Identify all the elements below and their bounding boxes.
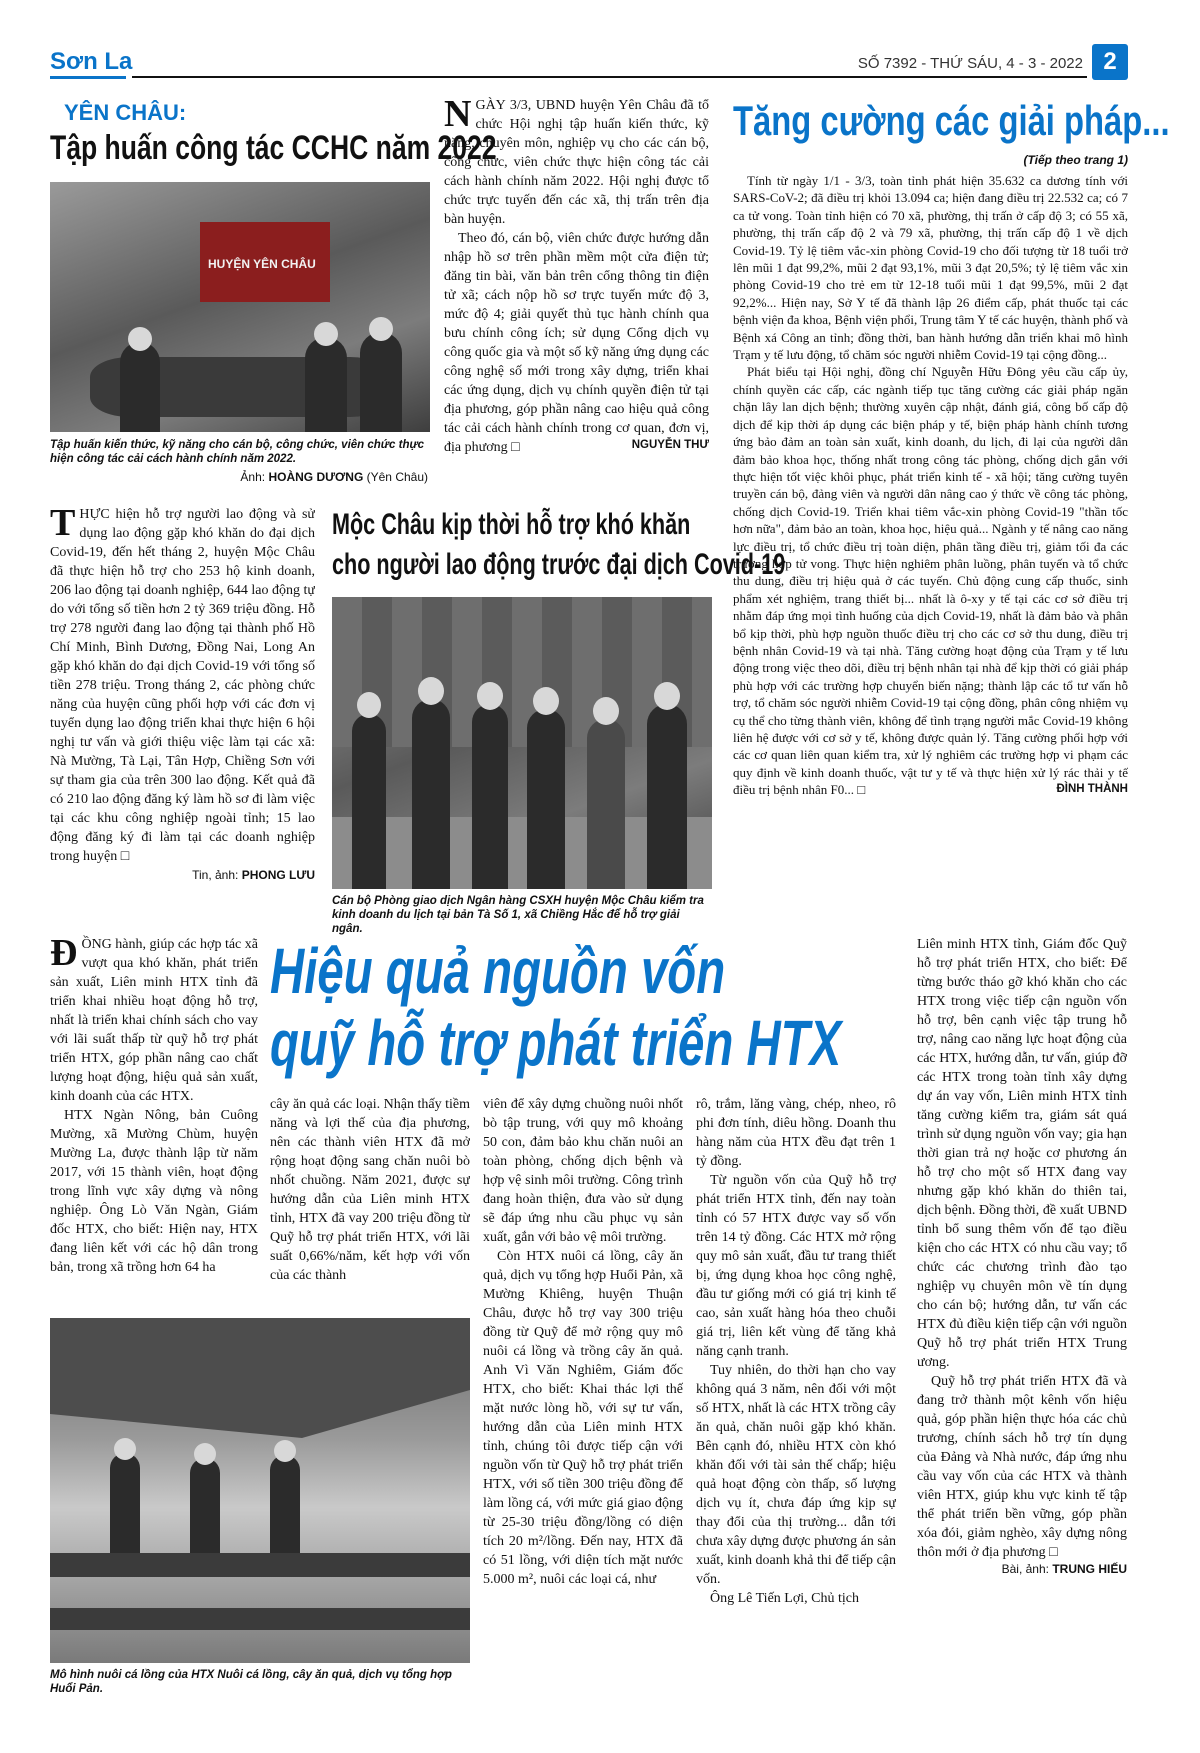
fisherman-head <box>194 1443 216 1465</box>
article-author: NGUYỄN THƯ <box>631 439 709 451</box>
drop-cap: N <box>444 96 472 135</box>
section-name: Sơn La <box>50 48 133 75</box>
person-head <box>593 697 619 725</box>
fisherman <box>110 1453 140 1553</box>
article-cchc-body <box>444 96 709 486</box>
person-standing <box>587 719 625 889</box>
attendee-head <box>369 317 393 341</box>
photo-caption: Cán bộ Phòng giao dịch Ngân hàng CSXH huyện Mộc Châu kiểm tra kinh doanh du lịch tại bản Tà Số 1, xã Chiềng Hắc để hỗ trợ giải ngân. <box>332 895 704 935</box>
fish-cage-deck <box>50 1553 470 1577</box>
attendee-head <box>314 322 338 346</box>
paragraph: ĐỒNG hành, giúp các hợp tác xã vượt qua khó khăn, phát triển sản xuất, Liên minh HTX tỉnh đã triển khai nhiều hoạt động hỗ trợ, nhất là triển khai chính sách cho vay với lãi suất thấp từ quỹ hỗ trợ phát triển HTX, góp phần nâng cao chất lượng hoạt động, hiệu quả sản xuất, kinh doanh của các HTX. <box>50 935 258 1104</box>
fisherman <box>190 1458 220 1553</box>
person-head <box>418 677 444 705</box>
continued-note: (Tiếp theo trang 1) <box>1023 153 1128 167</box>
htx-column-2 <box>270 1095 470 1310</box>
drop-cap: Đ <box>50 935 78 974</box>
article-covid-body <box>733 172 1128 927</box>
attendee <box>305 337 347 432</box>
attendee <box>360 332 402 432</box>
article-credit: Tin, ảnh: PHONG LƯU <box>192 868 315 882</box>
article-mocchau-title: Mộc Châu kịp thời hỗ trợ khó khăn cho người lao động trước đại dịch Covid-19 <box>332 508 786 581</box>
fisherman-head <box>274 1440 296 1462</box>
attendee-head <box>128 327 152 351</box>
person-head <box>654 682 680 710</box>
article-htx-photo <box>50 1318 470 1663</box>
article-kicker: YÊN CHÂU: <box>64 100 187 125</box>
article-author: ĐÌNH THÀNH <box>1056 783 1128 796</box>
paragraph: Theo đó, cán bộ, viên chức được hướng dẫn nhập hồ sơ trên phần mềm một cửa điện tử; đăng tin bài, văn bản trên cổng thông tin điện tử xã; cách nộp hồ sơ trực tuyến mức độ 3, mức độ 4; giải quyết thủ tục hành chính qua bưu chính công ích; sử dụng Cổng dịch vụ công quốc gia và một số kỹ năng ứng dụng các công nghệ số mới trong xây dựng, triển khai các ứng dụng, dịch vụ chính quyền điện tử tại địa phương, góp phần nâng cao hiệu quả công tác cải cách hành chính trong cơ quan, đơn vị, địa phương □ <box>444 231 709 455</box>
photo-caption: Tập huấn kiến thức, kỹ năng cho cán bộ, công chức, viên chức thực hiện công tác cải cách hành chính năm 2022. <box>50 439 425 465</box>
hillside <box>50 1318 470 1438</box>
article-title: Tập huấn công tác CCHC năm 2022 <box>50 129 497 167</box>
person-standing <box>472 704 508 889</box>
htx-column-4 <box>696 1095 896 1695</box>
htx-column-3 <box>483 1095 683 1695</box>
photo-banner-text: HUYỆN YÊN CHÂU <box>208 257 316 271</box>
person-head <box>477 682 503 710</box>
paragraph: viên để xây dựng chuồng nuôi nhốt bò tập trung, với quy mô khoảng 50 con, đảm bảo khu chăn nuôi an toàn phòng, chống dịch bệnh và hợp vệ sinh môi trường. Công trình đang hoàn thiện, đưa vào sử dụng sẽ đáp ứng nhu cầu phục vụ sản xuất, gắn với bảo vệ môi trường. <box>483 1097 683 1245</box>
paragraph: Phát biểu tại Hội nghị, đồng chí Nguyễn Hữu Đông yêu cầu cấp ủy, chính quyền các cấp, các ngành tiếp tục tăng cường các giải pháp ngăn chặn lây lan dịch bệnh; thường xuyên cập nhật, đánh giá, công bố cấp độ dịch để kịp thời áp dụng các biện pháp y tế, biện pháp hành chính tương ứng bảo đảm an toàn sản xuất, kinh doanh, du lịch, đi lại của người dân đảm bảo khoa học, thống nhất trong công tác phòng, chống dịch gắn với thực hiện tốt việc khôi phục, phát triển kinh tế - xã hội; tăng cường tuyên truyền cán bộ, đảng viên và người dân nâng cao ý thức về công tác phòng, chống dịch Covid-19. Triển khai tiêm vắc-xin phòng Covid-19 "thần tốc hơn nữa", đảm bảo an toàn, khoa học, hiệu quả... Ngành y tế nâng cao năng lực điều trị, tổ chức điều trị toàn diện, phân tầng điều trị, giảm tối đa các trường hợp tử vong. Thực hiện nghiêm phân luồng, phân tuyến và tổ chức thu dung, điều trị hiệu quả ở các tuyến. Chủ động cung cấp thuốc, sinh phẩm xét nghiệm, trang thiết bị... nhất là ô-xy y tế tại các cơ sở điều trị nhằm đáp ứng mọi tình huống của dịch Covid-19, nhất là đảm bảo và phân bổ kịp thời, phù hợp nguồn thuốc điều trị cho các cơ sở thu dung, điều trị bệnh nhân Covid-19 và tại nhà. Tăng cường hoạt động của Trạm y tế lưu động trong việc theo dõi, điều trị bệnh nhân tại nhà để kịp thời có giải pháp phù hợp với các trường hợp chuyển biến nặng; thành lập các tổ tư vấn hỗ trợ, tổ chăm sóc người nhiễm Covid-19 tại cộng đồng, phân công nhiệm vụ cụ thể cho từng thành viên, không để tình trạng người mắc Covid-19 không liên hệ được với cơ sở y tế, không được quản lý. Tăng cường phối hợp với các cơ quan liên quan kiểm tra, xử lý nghiêm các trường hợp vi phạm các quy định về kinh doanh thuốc, vật tư y tế và thực hiện xử lý rác thải y tế điều trị bệnh nhân F0... □ ĐÌNH THÀNH <box>733 364 1128 798</box>
paragraph: rô, trắm, lăng vàng, chép, nheo, rô phi đơn tính, diêu hồng. Doanh thu hàng năm của HTX đều đạt trên 1 tỷ đồng. <box>696 1097 896 1169</box>
paragraph: cây ăn quả các loại. Nhận thấy tiềm năng và lợi thế của địa phương, nên các thành viên HTX đã mở rộng hoạt động sang chăn nuôi bò nhốt chuồng. Năm 2021, được sự hướng dẫn của Liên minh HTX tỉnh, HTX đã vay 200 triệu đồng từ Quỹ hỗ trợ phát triển HTX, với lãi suất 0,66%/năm, kết hợp với vốn của các thành <box>270 1097 470 1283</box>
person-standing <box>527 709 565 889</box>
article-cchc <box>50 96 497 486</box>
paragraph: Quỹ hỗ trợ phát triển HTX đã và đang trở thành một kênh vốn hiệu quả, góp phần hiện thực hóa các chủ trương, chính sách hỗ trợ tín dụng của Đảng và Nhà nước, đáp ứng nhu cầu vay vốn của các HTX và thành viên HTX, giúp khu vực kinh tế tập thể phát triển bền vững, góp phần xóa đói, giảm nghèo, xây dựng nông thôn mới ở địa phương □ <box>917 1374 1127 1560</box>
fish-cage-deck <box>50 1608 470 1630</box>
article-photo <box>50 182 430 432</box>
paragraph: Tuy nhiên, do thời hạn cho vay không quá 3 năm, nên đối với một số HTX, nhất là các HTX trồng cây ăn quả, chăn nuôi gặp khó khăn. Bên cạnh đó, nhiều HTX còn khó khăn đối với tài sản thế chấp; hiệu quả hoạt động còn thấp, số lượng dịch vụ ít, chưa đáp ứng kịp sự thay đổi của thị trường... dẫn tới chưa xây dựng được phương án sản xuất, kinh doanh khả thi để tiếp cận vốn. <box>696 1363 896 1587</box>
header-rule <box>50 76 126 79</box>
person-standing <box>647 704 687 889</box>
article-mocchau-photo <box>332 597 712 889</box>
attendee <box>120 342 160 432</box>
fisherman <box>270 1455 300 1553</box>
photo-credit: Ảnh: HOÀNG DƯƠNG (Yên Châu) <box>240 470 428 484</box>
paragraph: Còn HTX nuôi cá lồng, cây ăn quả, dịch vụ tổng hợp Huổi Pản, xã Mường Khiêng, huyện Thuận Châu, được hỗ trợ vay 300 triệu đồng từ Quỹ để mở rộng quy mô nuôi cá lồng và trồng cây ăn quả. Anh Vì Văn Nghiêm, Giám đốc HTX, cho biết: Khai thác lợi thế mặt nước lòng hồ, với sự tư vấn, hướng dẫn của Liên minh HTX tỉnh, chúng tôi được tiếp cận với nguồn vốn từ Quỹ hỗ trợ phát triển HTX, với số tiền 300 triệu đồng để làm lồng cá, với mức giá giao động từ 25-30 triệu đồng/lồng có diện tích 20 m²/lồng. Đến nay, HTX đã có 51 lồng, với diện tích mặt nước 5.000 m², nuôi các loại cá, như <box>483 1249 683 1587</box>
paragraph: Liên minh HTX tỉnh, Giám đốc Quỹ hỗ trợ phát triển HTX, cho biết: Để từng bước tháo gỡ khó khăn cho các HTX trong việc tiếp cận nguồn vốn hỗ trợ, bên cạnh việc tập trung hỗ trợ, nâng cao năng lực hoạt động của các HTX, hướng dẫn, tư vấn, giúp đỡ các HTX trong toàn tỉnh xây dựng dự án vay vốn, Liên minh HTX tỉnh tăng cường kiểm tra, giám sát quá trình sử dụng nguồn vốn vay; gia hạn thời gian trả nợ hoặc cơ phương án hỗ trợ cho một số HTX đang vay nhưng gặp khó khăn do thiên tai, dịch bệnh. Đồng thời, đề xuất UBND tỉnh bổ sung thêm vốn để tạo điều kiện cho các HTX có nhu cầu vay; tổ chức các chương trình đào tạo nghiệp vụ chuyên môn về tín dụng cho cán bộ; hướng dẫn, tư vấn các HTX đủ điều kiện tiếp cận với nguồn Quỹ hỗ trợ phát triển HTX Trung ương. <box>917 937 1127 1370</box>
htx-column-5 <box>917 935 1127 1710</box>
drop-cap: T <box>50 505 76 544</box>
paragraph: HTX Ngàn Nông, bản Cuông Mường, xã Mường Chùm, huyện Mường La, được thành lập từ năm 2017, với 15 thành viên, hoạt động trong lĩnh vực xây dựng và nông nghiệp. Ông Lò Văn Ngàn, Giám đốc HTX, cho biết: Hiện nay, HTX đang liên kết với các hộ dân trong bản, trong xã trồng hơn 64 ha <box>50 1108 258 1275</box>
person-head <box>357 692 381 718</box>
issue-info: SỐ 7392 - THỨ SÁU, 4 - 3 - 2022 <box>857 55 1083 72</box>
person-standing <box>352 714 386 889</box>
photo-caption: Mô hình nuôi cá lồng của HTX Nuôi cá lồng, cây ăn quả, dịch vụ tổng hợp Huổi Pản. <box>50 1669 452 1695</box>
article-credit: Bài, ảnh: TRUNG HIẾU <box>1001 1562 1127 1576</box>
paragraph: NGÀY 3/3, UBND huyện Yên Châu đã tổ chức Hội nghị tập huấn kiến thức, kỹ năng, chuyên môn, nghiệp vụ cho các cán bộ, công chức, viên chức thực hiện công tác cải cách hành chính năm 2022. Hội nghị được tổ chức trực tuyến đến các xã, thị trấn trên địa bàn huyện. <box>444 96 709 227</box>
article-mocchau-body <box>50 505 315 905</box>
paragraph: THỰC hiện hỗ trợ người lao động và sử dụng lao động gặp khó khăn do đại dịch Covid-19, đến hết tháng 2, huyện Mộc Châu đã thực hiện hỗ trợ cho 253 hộ kinh doanh, 206 lao động tại doanh nghiệp, 644 lao động tự do với tổng số tiền hơn 2 tỷ 369 triệu đồng. Hỗ trợ 278 người đang lao động tại thành phố Hồ Chí Minh, Bình Dương, Đồng Nai, Long An gặp khó khăn do đại dịch Covid-19 với tổng số tiền 278 triệu. Trong tháng 2, các phòng chức năng của huyện cũng phối hợp với các đơn vị tuyển dụng lao động triển khai thực hiện 6 hội nghị tư vấn và giới thiệu việc làm tại các xã: Nà Mường, Tà Lại, Tân Hợp, Chiềng Sơn với sự tham gia của trên 300 lao động. Kết quả đã có 210 lao động đăng ký làm hồ sơ đi làm việc tại các khu công nghiệp ngoài tỉnh; 15 lao động đăng ký đi làm tại các doanh nghiệp trong huyện □ <box>50 505 315 864</box>
article-htx-title: Hiệu quả nguồn vốn quỹ hỗ trợ phát triển HTX <box>270 935 842 1079</box>
fisherman-head <box>114 1438 136 1460</box>
header-line <box>132 76 1087 78</box>
person-head <box>533 687 559 715</box>
article-covid-title: Tăng cường các giải pháp... <box>733 97 1170 144</box>
person-standing <box>412 699 450 889</box>
page-header <box>0 0 1200 90</box>
paragraph: Từ nguồn vốn của Quỹ hỗ trợ phát triển HTX tỉnh, đến nay toàn tỉnh có 57 HTX được vay số vốn trên 14 tỷ đồng. Các HTX mở rộng quy mô sản xuất, đầu tư trang thiết bị, ứng dụng khoa học công nghệ, đầu tư giống mới có giá trị kinh tế cao, sản xuất hàng hóa theo chuỗi giá trị, liên kết vùng để tăng khả năng cạnh tranh. <box>696 1173 896 1359</box>
page-number: 2 <box>1103 48 1117 75</box>
paragraph: Ông Lê Tiến Lợi, Chủ tịch <box>710 1591 859 1606</box>
htx-column-1 <box>50 935 258 1310</box>
paragraph: Tính từ ngày 1/1 - 3/3, toàn tỉnh phát hiện 35.632 ca dương tính với SARS-CoV-2; đã điều trị khỏi 13.094 ca; hiện đang điều trị 22.532 ca; có 7 ca tử vong. Toàn tỉnh hiện có 70 xã, phường, thị trấn ở cấp độ 3; có 55 xã, phường, thị trấn cấp độ 2 và 79 xã, phường, thị trấn cấp độ 1 về dịch Covid-19. Tỷ lệ tiêm vắc-xin phòng Covid-19 cho đối tượng từ 18 tuổi trở lên mũi 1 đạt 99,2%, mũi 2 đạt 93,1%, mũi 3 đạt 20,5%; tỷ lệ tiêm vắc xin phòng Covid-19 cho trẻ em từ 12-18 tuổi mũi 1 đạt 99,5%, mũi 2 đạt 92,2%... Hiện nay, Sở Y tế đã thành lập 26 điểm cấp, phát thuốc tại các bệnh viện đa khoa, Bệnh viện phổi, Trung tâm Y tế các huyện, thành phố và Bệnh xá Công an tỉnh; đồng thời, ban hành hướng dẫn triển khai mô hình Trạm y tế lưu động, tổ chăm sóc người nhiễm Covid-19 tại cộng đồng... <box>733 173 1128 363</box>
